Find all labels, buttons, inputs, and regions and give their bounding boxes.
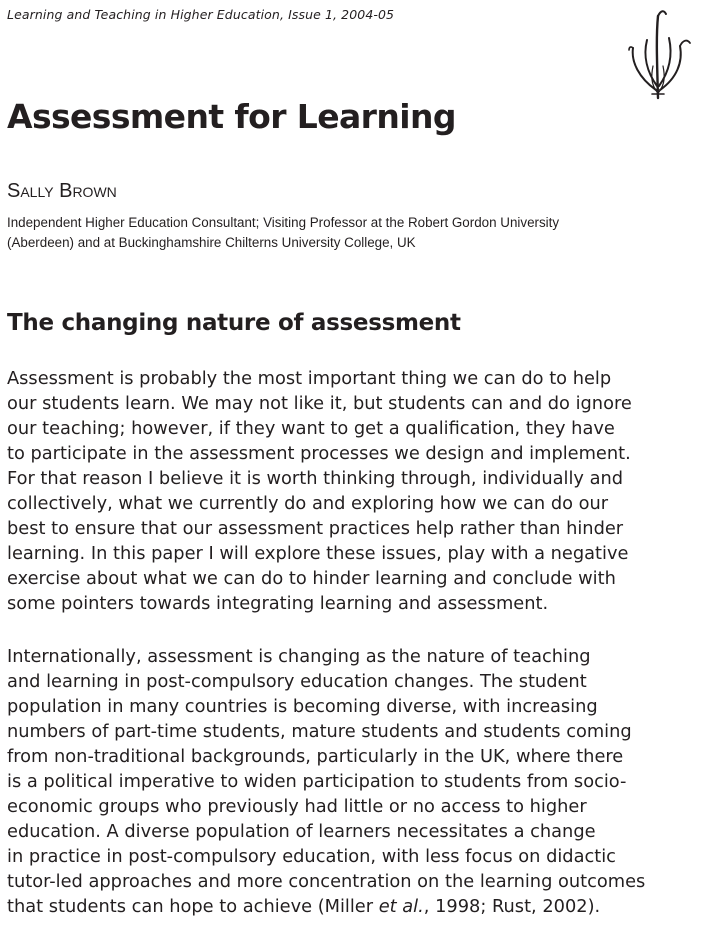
running-head: Learning and Teaching in Higher Education, Issue 1, 2004-05: [7, 7, 395, 22]
paragraph-line: For that reason I believe it is worth thinking through, individually and: [7, 468, 624, 489]
paragraph-line: Internationally, assessment is changing as the nature of teaching: [7, 646, 591, 667]
paragraph-line: from non-traditional backgrounds, particularly in the UK, where there: [7, 746, 624, 767]
citation-text-after: , 1998; Rust, 2002).: [423, 896, 601, 917]
paragraph-line: our teaching; however, if they want to get a qualification, they have: [7, 418, 615, 439]
paragraph-last-line: [7, 894, 707, 919]
body-paragraph-1: [7, 366, 707, 616]
citation-text-before: that students can hope to achieve (Miller: [7, 896, 379, 917]
paragraph-line: some pointers towards integrating learning and assessment.: [7, 593, 549, 614]
article-title: Assessment for Learning: [7, 97, 456, 136]
paragraph-line: education. A diverse population of learners necessitates a change: [7, 821, 596, 842]
paragraph-line: best to ensure that our assessment practices help rather than hinder: [7, 518, 624, 539]
paragraph-line: economic groups who previously had little or no access to higher: [7, 796, 587, 817]
paragraph-line: Assessment is probably the most important thing we can do to help: [7, 368, 612, 389]
paragraph-line: population in many countries is becoming diverse, with increasing: [7, 696, 598, 717]
author-affiliation: [7, 213, 667, 252]
paragraph-line: learning. In this paper I will explore these issues, play with a negative: [7, 543, 629, 564]
affiliation-line: Independent Higher Education Consultant; Visiting Professor at the Robert Gordon University: [7, 215, 560, 230]
paragraph-line: and learning in post-compulsory education changes. The student: [7, 671, 587, 692]
author-name: Sally Brown: [7, 180, 117, 202]
section-heading: The changing nature of assessment: [7, 310, 461, 336]
affiliation-line: (Aberdeen) and at Buckinghamshire Chilterns University College, UK: [7, 234, 416, 250]
paragraph-line: in practice in post-compulsory education, with less focus on didactic: [7, 846, 616, 867]
trident-logo-icon: [623, 6, 693, 102]
paragraph-line: is a political imperative to widen participation to students from socio-: [7, 771, 627, 792]
paragraph-line: to participate in the assessment processes we design and implement.: [7, 443, 631, 464]
paragraph-line: our students learn. We may not like it, but students can and do ignore: [7, 393, 632, 414]
paragraph-line: collectively, what we currently do and exploring how we can do our: [7, 493, 609, 514]
body-paragraph-2: [7, 644, 707, 919]
citation-et-al: et al.: [378, 896, 424, 917]
paragraph-line: numbers of part-time students, mature students and students coming: [7, 721, 632, 742]
paragraph-line: tutor-led approaches and more concentration on the learning outcomes: [7, 871, 646, 892]
paragraph-line: exercise about what we can do to hinder learning and conclude with: [7, 568, 616, 589]
